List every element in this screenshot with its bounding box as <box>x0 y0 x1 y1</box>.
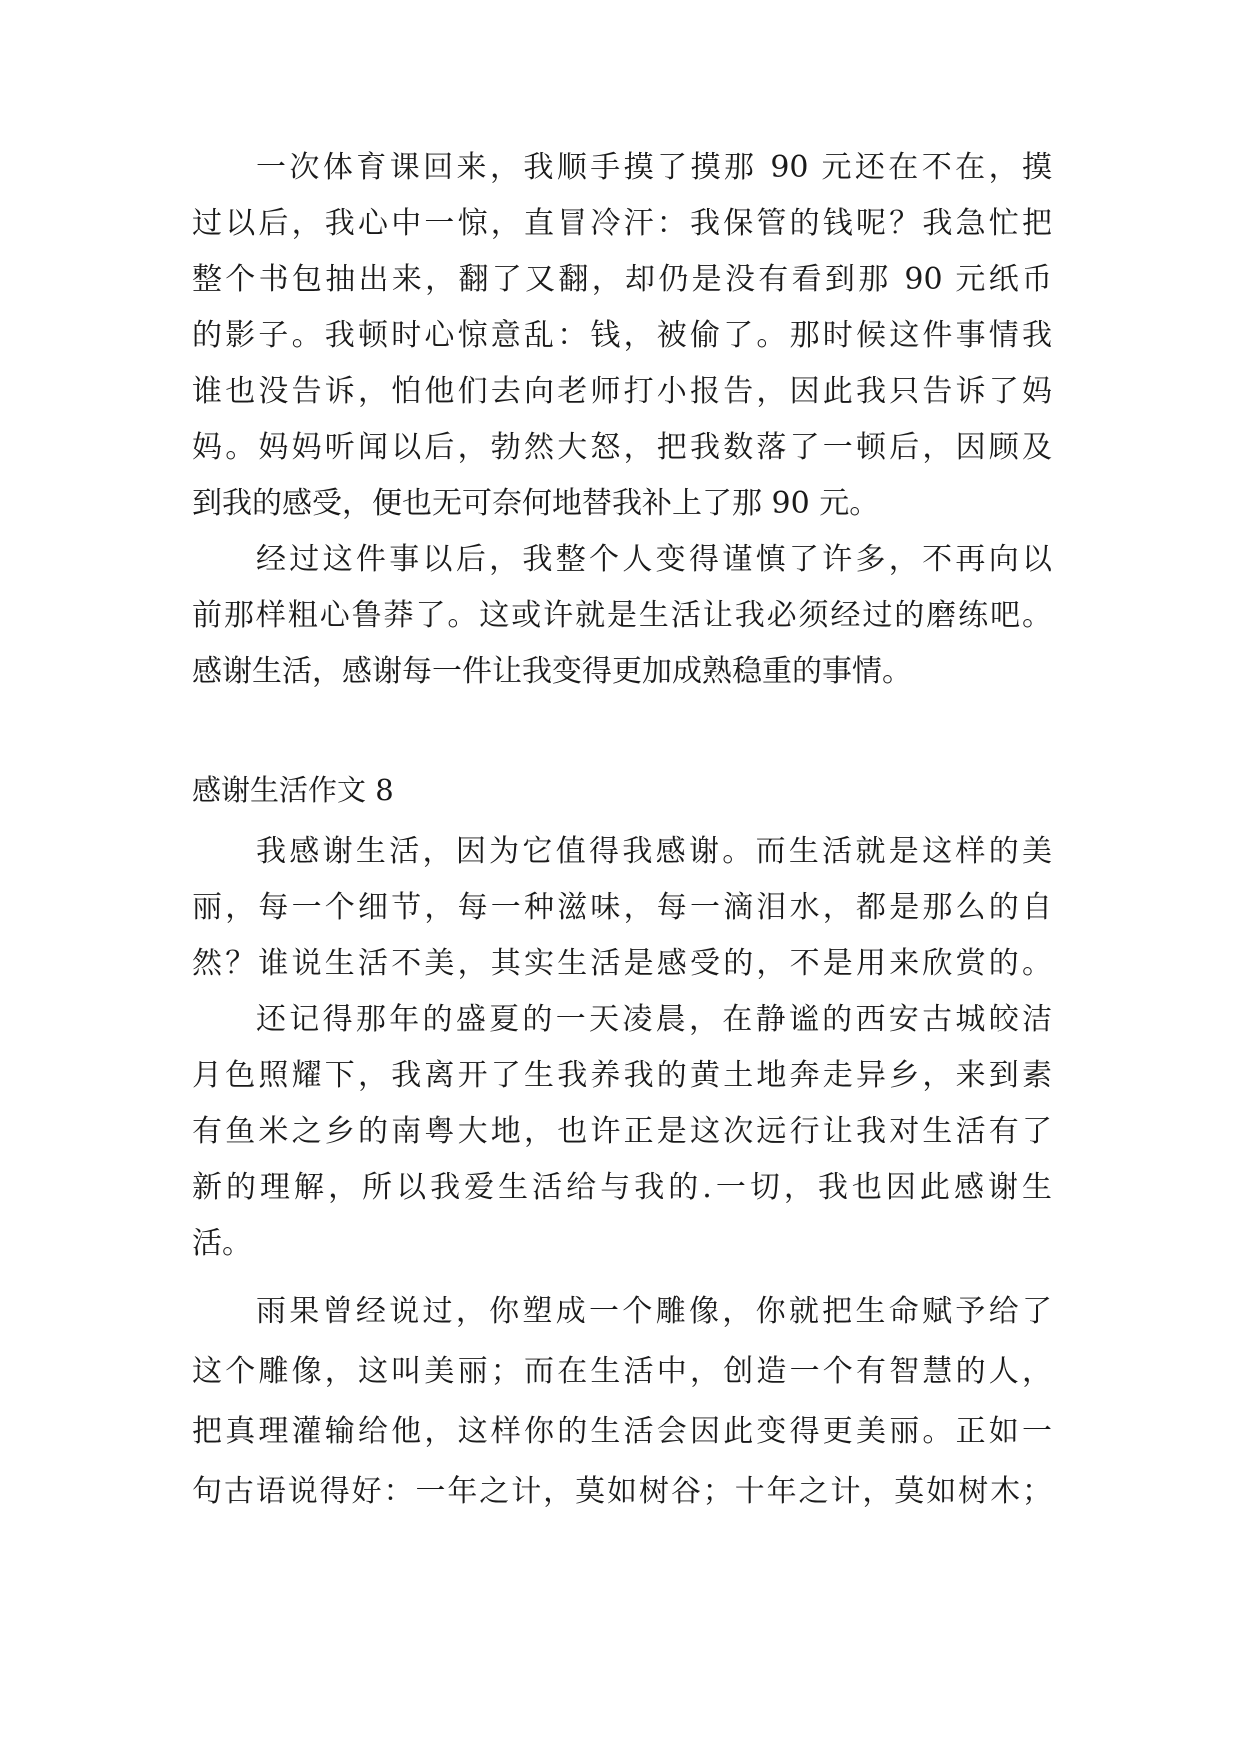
text-line: 的影子。我顿时心惊意乱：钱，被偷了。那时候这件事情我 <box>192 318 1052 353</box>
text-line: 新的理解，所以我爱生活给与我的.一切，我也因此感谢生 <box>192 1170 1052 1205</box>
text-line: 还记得那年的盛夏的一天凌晨，在静谧的西安古城皎洁 <box>256 1002 1052 1037</box>
text-line: 句古语说得好：一年之计，莫如树谷；十年之计，莫如树木； <box>192 1474 1052 1509</box>
text-line: 月色照耀下，我离开了生我养我的黄土地奔走异乡，来到素 <box>192 1058 1052 1093</box>
text-line: 过以后，我心中一惊，直冒冷汗：我保管的钱呢？我急忙把 <box>192 206 1052 241</box>
text-line: 经过这件事以后，我整个人变得谨慎了许多，不再向以 <box>256 542 1052 577</box>
section-title: 感谢生活作文 8 <box>192 773 394 807</box>
text-line: 活。 <box>192 1226 252 1261</box>
text-line: 整个书包抽出来，翻了又翻，却仍是没有看到那 90 元纸币 <box>192 262 1052 297</box>
text-line: 到我的感受，便也无可奈何地替我补上了那 90 元。 <box>192 486 880 521</box>
text-line: 一次体育课回来，我顺手摸了摸那 90 元还在不在，摸 <box>256 150 1052 185</box>
text-line: 丽，每一个细节，每一种滋味，每一滴泪水，都是那么的自 <box>192 890 1052 925</box>
text-line: 有鱼米之乡的南粤大地，也许正是这次远行让我对生活有了 <box>192 1114 1052 1149</box>
text-line: 前那样粗心鲁莽了。这或许就是生活让我必须经过的磨练吧。 <box>192 598 1052 633</box>
text-line: 感谢生活，感谢每一件让我变得更加成熟稳重的事情。 <box>192 654 912 689</box>
text-line: 我感谢生活，因为它值得我感谢。而生活就是这样的美 <box>256 834 1052 869</box>
text-line: 然？谁说生活不美，其实生活是感受的，不是用来欣赏的。 <box>192 946 1052 981</box>
text-line: 这个雕像，这叫美丽；而在生活中，创造一个有智慧的人， <box>192 1354 1052 1389</box>
text-line: 把真理灌输给他，这样你的生活会因此变得更美丽。正如一 <box>192 1414 1052 1449</box>
text-line: 谁也没告诉，怕他们去向老师打小报告，因此我只告诉了妈 <box>192 374 1052 409</box>
text-line: 雨果曾经说过，你塑成一个雕像，你就把生命赋予给了 <box>256 1294 1052 1329</box>
text-line: 妈。妈妈听闻以后，勃然大怒，把我数落了一顿后，因顾及 <box>192 430 1052 465</box>
